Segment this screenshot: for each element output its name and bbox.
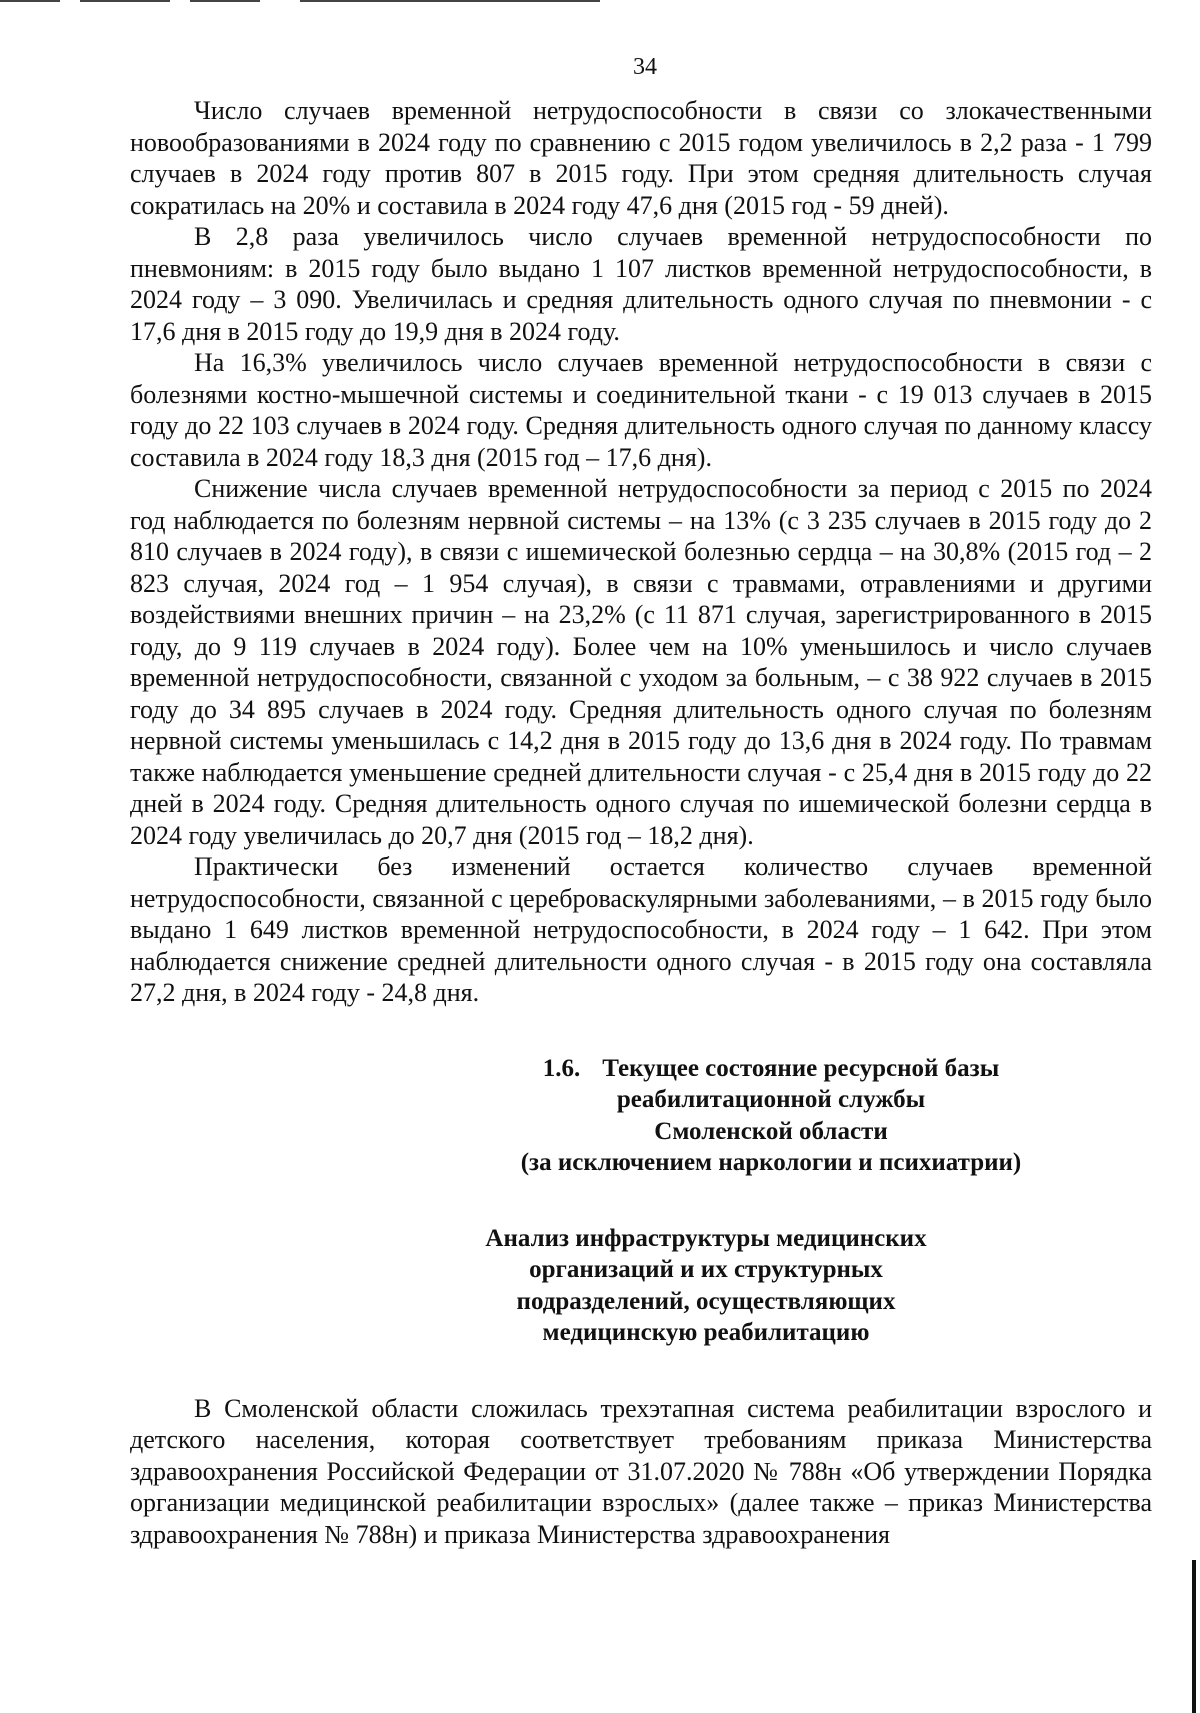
scan-artifact <box>0 0 60 2</box>
paragraph-musculoskeletal: На 16,3% увеличилось число случаев временной нетрудоспособности в связи с болезнями костно-мышечной системы и соединительной ткани - с 19 013 случаев в 2015 году до 22 103 случаев в 2024 году. Средняя длительность одного случая по данному классу составила в 2024 году 18,3 дня (2015 год – 17,6 дня). <box>130 348 1152 472</box>
scan-artifact <box>190 0 260 2</box>
paragraph-decrease: Снижение числа случаев временной нетрудоспособности за период с 2015 по 2024 год наблюдается по болезням нервной системы – на 13% (с 3 235 случаев в 2015 году до 2 810 случаев в 2024 году), в связи с ишемической болезнью сердца – на 30,8% (2015 год – 2 823 случая, 2024 год – 1 954 случая), в связи с травмами, отравлениями и другими воздействиями внешних причин – на 23,2% (с 11 871 случая, зарегистрированного в 2015 году, до 9 119 случаев в 2024 году). Более чем на 10% уменьшилось и число случаев временной нетрудоспособности, связанной с уходом за больным, – с 38 922 случаев в 2015 году до 34 895 случаев в 2024 году. Средняя длительность одного случая по болезням нервной системы уменьшилась с 14,2 дня в 2015 году до 13,6 дня в 2024 году. По травмам также наблюдается уменьшение средней длительности случая - с 25,4 дня в 2015 году до 22 дней в 2024 году. Средняя длительность одного случая по ишемической болезни сердца в 2024 году увеличилась до 20,7 дня (2015 год – 18,2 дня). <box>130 474 1152 850</box>
section-title-line: (за исключением наркологии и психиатрии) <box>520 1149 1022 1176</box>
section-title-line: реабилитационной службы <box>616 1086 926 1113</box>
section-number: 1.6. <box>542 1054 581 1082</box>
section-heading <box>130 1053 1152 1179</box>
section-heading-line-1 <box>390 1053 1152 1085</box>
subsection-title-line: Анализ инфраструктуры медицинских <box>485 1224 927 1252</box>
subsection-title-line: организаций и их структурных <box>529 1256 883 1283</box>
subsection-title-line: медицинскую реабилитацию <box>542 1319 870 1346</box>
paragraph-cerebrovascular: Практически без изменений остается количество случаев временной нетрудоспособности, связанной с цереброваскулярными заболеваниями, – в 2015 году было выдано 1 649 листков временной нетрудоспособности, в 2024 году – 1 642. При этом наблюдается снижение средней длительности одного случая - в 2015 году она составляла 27,2 дня, в 2024 году - 24,8 дня. <box>130 852 1152 1007</box>
page-edge-line <box>1192 1560 1196 1713</box>
paragraph-oncology: Число случаев временной нетрудоспособности в связи со злокачественными новообразованиями в 2024 году по сравнению с 2015 годом увеличилось в 2,2 раза - 1 799 случаев в 2024 году против 807 в 2015 году. При этом средняя длительность случая сократилась на 20% и составила в 2024 году 47,6 дня (2015 год - 59 дней). <box>130 96 1152 220</box>
document-body <box>130 95 1152 1550</box>
section-title-line: Текущее состояние ресурсной базы <box>602 1054 1000 1082</box>
subsection-heading <box>130 1223 1152 1349</box>
scan-artifact <box>80 0 170 2</box>
page-number: 34 <box>633 54 657 80</box>
page-number-container <box>0 54 1200 81</box>
subsection-title-line: подразделений, осуществляющих <box>516 1287 896 1315</box>
paragraph-rehabilitation-system: В Смоленской области сложилась трехэтапная система реабилитации взрослого и детского населения, которая соответствует требованиям приказа Министерства здравоохранения Российской Федерации от 31.07.2020 № 788н «Об утверждении Порядка организации медицинской реабилитации взрослых» (далее также – приказ Министерства здравоохранения № 788н) и приказа Министерства здравоохранения <box>130 1393 1152 1549</box>
paragraph-pneumonia: В 2,8 раза увеличилось число случаев временной нетрудоспособности по пневмониям: в 2015 году было выдано 1 107 листков временной нетрудоспособности, в 2024 году – 3 090. Увеличилась и средняя длительность одного случая по пневмонии - с 17,6 дня в 2015 году до 19,9 дня в 2024 году. <box>130 222 1152 346</box>
section-title-line: Смоленской области <box>654 1117 888 1145</box>
scan-artifact <box>300 0 600 2</box>
